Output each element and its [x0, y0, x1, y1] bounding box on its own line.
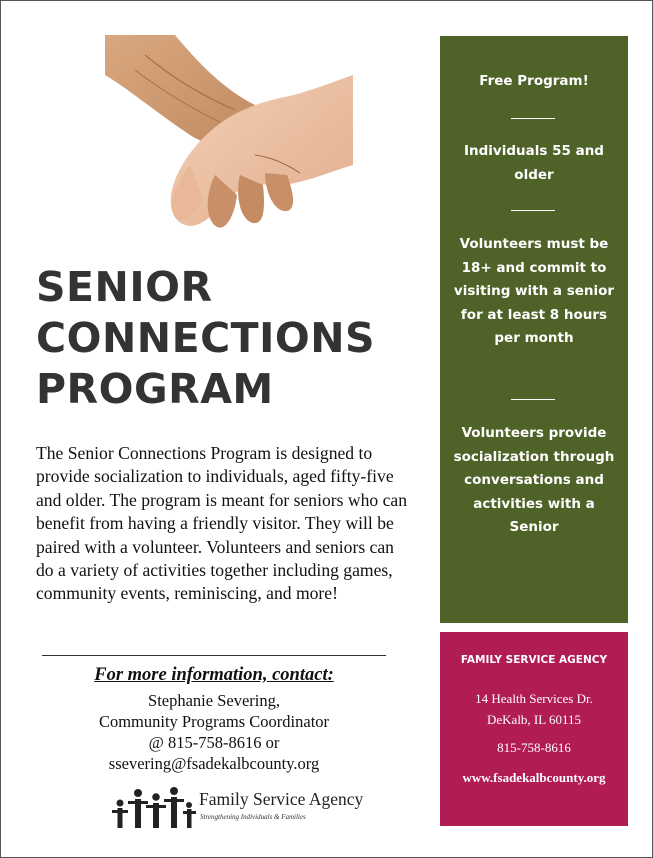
agency-address: [440, 688, 628, 730]
address-line-1: 14 Health Services Dr.: [475, 691, 593, 706]
agency-contact-box: [440, 632, 628, 826]
logo-name: Family Service Agency: [199, 789, 364, 809]
logo-tagline: Strengthening Individuals & Families: [200, 813, 306, 821]
separator-line: [511, 118, 555, 119]
contact-role: Community Programs Coordinator: [98, 712, 330, 731]
highlight-volunteer-requirements: Volunteers must be 18+ and commit to visiting with a senior for at least 8 hours per month: [453, 236, 615, 346]
title-line-2: CONNECTIONS: [36, 314, 376, 362]
title-line-1: SENIOR: [36, 263, 213, 311]
highlight-age: Individuals 55 and older: [464, 143, 604, 183]
address-line-2: DeKalb, IL 60115: [487, 712, 581, 727]
highlight-free-program: Free Program!: [479, 73, 589, 89]
page-title: [36, 262, 375, 415]
contact-phone: @ 815-758-8616 or: [148, 733, 280, 752]
contact-email: ssevering@fsadekalbcounty.org: [108, 754, 320, 773]
separator-line: [511, 399, 555, 400]
agency-phone: 815-758-8616: [497, 740, 571, 755]
contact-details: [42, 690, 386, 774]
program-description: The Senior Connections Program is designed to provide socialization to individuals, aged fifty-five and older. The program is meant for seniors who can benefit from having a friendly visitor. They will be paired with a volunteer. Volunteers and seniors can do a variety of activities together including games, community events, reminiscing, and more!: [36, 443, 407, 604]
holding-hands-photo: [105, 35, 353, 248]
family-figures-icon: [112, 787, 196, 831]
separator-line: [511, 210, 555, 211]
agency-name: FAMILY SERVICE AGENCY: [460, 654, 608, 666]
agency-website-link[interactable]: www.fsadekalbcounty.org: [462, 770, 606, 785]
highlights-panel: [440, 36, 628, 623]
title-line-3: PROGRAM: [36, 365, 274, 413]
contact-name: Stephanie Severing,: [148, 691, 280, 710]
agency-logo: [112, 787, 362, 835]
highlight-volunteer-role: Volunteers provide socialization through conversations and activities with a Senior: [453, 425, 615, 535]
contact-heading: For more information, contact:: [94, 665, 334, 685]
divider-line: [42, 655, 386, 656]
